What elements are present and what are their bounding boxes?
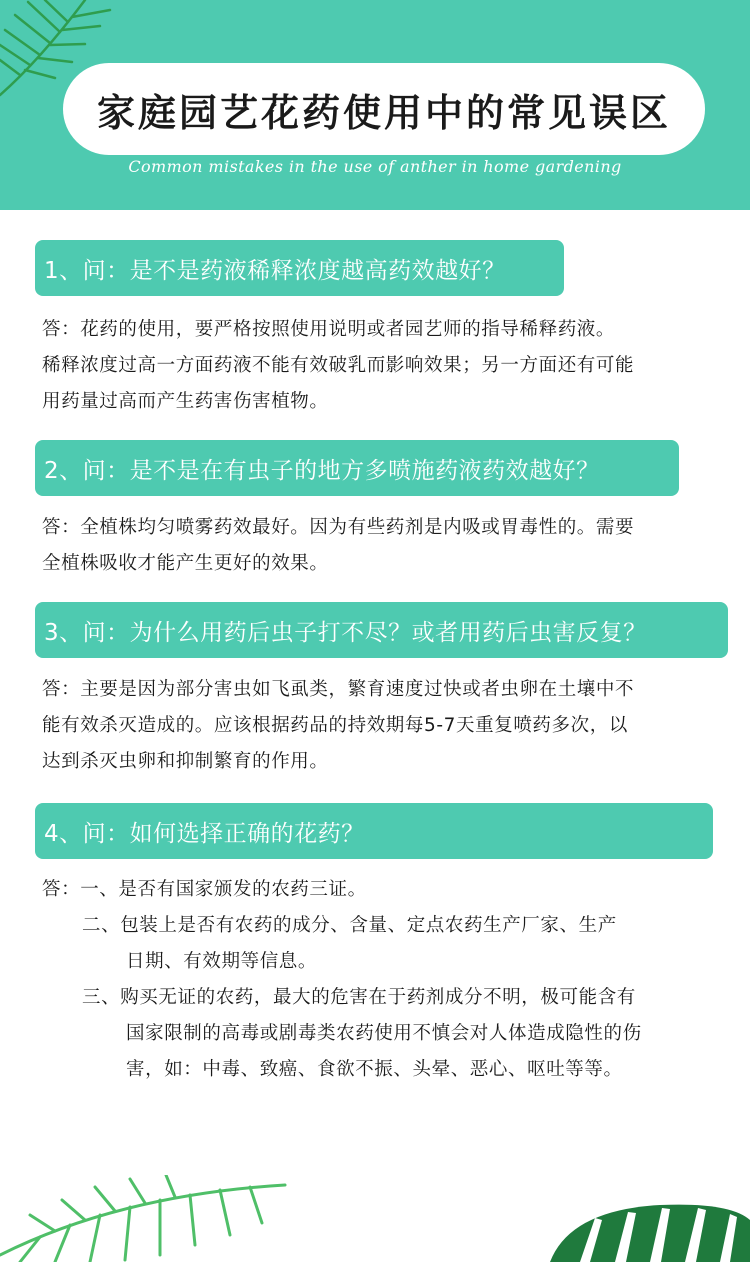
answer-2-line: 答：全植株均匀喷雾药效最好。因为有些药剂是内吸或胃毒性的。需要 — [42, 517, 635, 538]
question-2 — [35, 440, 679, 496]
answer-2-line: 全植株吸收才能产生更好的效果。 — [42, 553, 329, 574]
answer-3-line: 达到杀灭虫卵和抑制繁育的作用。 — [42, 751, 329, 772]
answer-3-line: 答：主要是因为部分害虫如飞虱类，繁育速度过快或者虫卵在土壤中不 — [42, 679, 635, 700]
palm-leaf-icon — [0, 1175, 290, 1262]
answer-4-line: 三、购买无证的农药，最大的危害在于药剂成分不明，极可能含有 — [82, 987, 636, 1008]
answer-4-line: 二、包装上是否有农药的成分、含量、定点农药生产厂家、生产 — [82, 915, 617, 936]
answer-1-line: 答：花药的使用，要严格按照使用说明或者园艺师的指导稀释药液。 — [42, 319, 616, 340]
question-4-text: 4、问：如何选择正确的花药？ — [44, 820, 365, 847]
monstera-leaf-icon — [540, 1200, 750, 1262]
answer-3 — [42, 672, 732, 780]
page-title: 家庭园艺花药使用中的常见误区 — [96, 90, 671, 135]
question-1 — [35, 240, 564, 296]
answer-4-line: 国家限制的高毒或剧毒类农药使用不慎会对人体造成隐性的伤 — [126, 1023, 642, 1044]
page-subtitle: Common mistakes in the use of anther in home gardening — [128, 157, 622, 176]
answer-4-line: 答：一、是否有国家颁发的农药三证。 — [42, 879, 367, 900]
question-3-text: 3、问：为什么用药后虫子打不尽？或者用药后虫害反复？ — [44, 619, 647, 646]
title-pill — [63, 63, 705, 155]
answer-3-line: 能有效杀灭造成的。应该根据药品的持效期每5-7天重复喷药多次，以 — [42, 715, 628, 736]
question-3 — [35, 602, 728, 658]
answer-4-line: 害，如：中毒、致癌、食欲不振、头晕、恶心、呕吐等等。 — [126, 1059, 623, 1080]
answer-4 — [42, 872, 722, 1088]
answer-1 — [42, 312, 732, 420]
answer-4-line: 日期、有效期等信息。 — [126, 951, 318, 972]
question-2-text: 2、问：是不是在有虫子的地方多喷施药液药效越好？ — [44, 457, 600, 484]
answer-1-line: 用药量过高而产生药害伤害植物。 — [42, 391, 329, 412]
answer-2 — [42, 510, 732, 582]
answer-1-line: 稀释浓度过高一方面药液不能有效破乳而影响效果；另一方面还有可能 — [42, 355, 635, 376]
question-1-text: 1、问：是不是药液稀释浓度越高药效越好？ — [44, 257, 506, 284]
question-4 — [35, 803, 713, 859]
header-banner — [0, 0, 750, 210]
